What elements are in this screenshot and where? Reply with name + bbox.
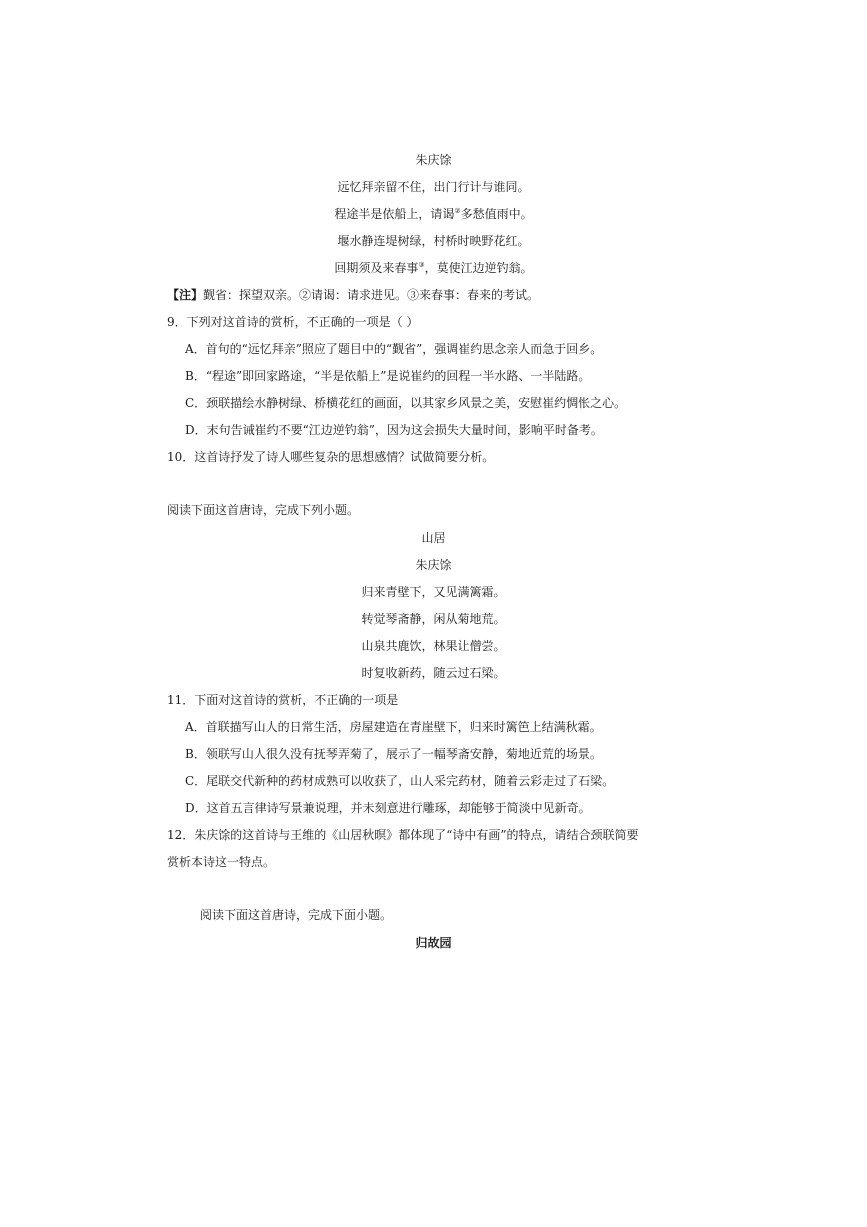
poem1-line-4: 回期须及来春事③，莫使江边逆钓翁。 [334, 261, 533, 275]
footnote-mark: ③ [418, 261, 425, 269]
q11-option-d: D．这首五言律诗写景兼说理，并未刻意进行雕琢，却能够于简淡中见新奇。 [185, 801, 591, 815]
section2-title: 山居 [421, 531, 446, 545]
q12-stem-line-2: 赏析本诗这一特点。 [167, 855, 276, 869]
q9-option-b: B．“程途”即回家路途，“半是依船上”是说崔约的回程一半水路、一半陆路。 [185, 369, 591, 383]
q11-option-b: B．领联写山人很久没有抚琴弄菊了，展示了一幅琴斋安静，菊地近荒的场景。 [185, 747, 602, 761]
poem1-author: 朱庆馀 [415, 153, 452, 167]
section2-line-2: 转觉琴斋静，闲从菊地荒。 [361, 612, 506, 626]
section2-line-1: 归来青壁下，又见满篱霜。 [361, 585, 506, 599]
q9-stem: 9．下列对这首诗的赏析，不正确的一项是（ ） [167, 315, 419, 329]
q11-option-c: C．尾联交代新种的药材成熟可以收获了，山人采完药材，随着云彩走过了石梁。 [185, 774, 615, 788]
poem1-line-1: 远忆拜亲留不住，出门行计与谁同。 [337, 180, 530, 194]
section2-line-3: 山泉共鹿饮，林果让僧尝。 [361, 639, 506, 653]
q9-option-c: C．颈联描绘水静树绿、桥横花红的画面，以其家乡风景之美，安慰崔约惆怅之心。 [185, 396, 627, 410]
poem1-line-2: 程途半是依船上，请谒②多愁值雨中。 [334, 207, 533, 221]
q11-option-a: A．首联描写山人的日常生活，房屋建造在青崖壁下，归来时篱笆上结满秋霜。 [185, 720, 602, 734]
note-label: 【注】 [167, 288, 204, 302]
footnote-mark: ② [454, 207, 461, 215]
q10-stem: 10．这首诗抒发了诗人哪些复杂的思想感情？试做简要分析。 [167, 450, 495, 464]
q12-stem-line-1: 12．朱庆馀的这首诗与王维的《山居秋暝》都体现了“诗中有画”的特点，请结合颈联简要 [167, 828, 639, 842]
section3-intro: 阅读下面这首唐诗，完成下面小题。 [200, 908, 393, 922]
section2-line-4: 时复收新药，随云过石梁。 [361, 666, 506, 680]
q11-stem: 11．下面对这首诗的赏析，不正确的一项是 [167, 693, 399, 707]
q9-option-d: D．末句告诫崔约不要“江边逆钓翁”，因为这会损失大量时间，影响平时备考。 [185, 423, 603, 437]
poem1-line-3: 堰水静连堤树绿，村桥时映野花红。 [337, 234, 530, 248]
section2-intro: 阅读下面这首唐诗，完成下列小题。 [167, 503, 360, 517]
section2-author: 朱庆馀 [415, 558, 452, 572]
poem1-note: 【注】觐省：探望双亲。②请谒：请求进见。③来春事：春来的考试。 [167, 288, 540, 302]
q9-option-a: A．首句的“远忆拜亲”照应了题目中的“觐省”，强调崔约思念亲人而急于回乡。 [185, 342, 603, 356]
section3-title: 归故园 [415, 936, 452, 950]
